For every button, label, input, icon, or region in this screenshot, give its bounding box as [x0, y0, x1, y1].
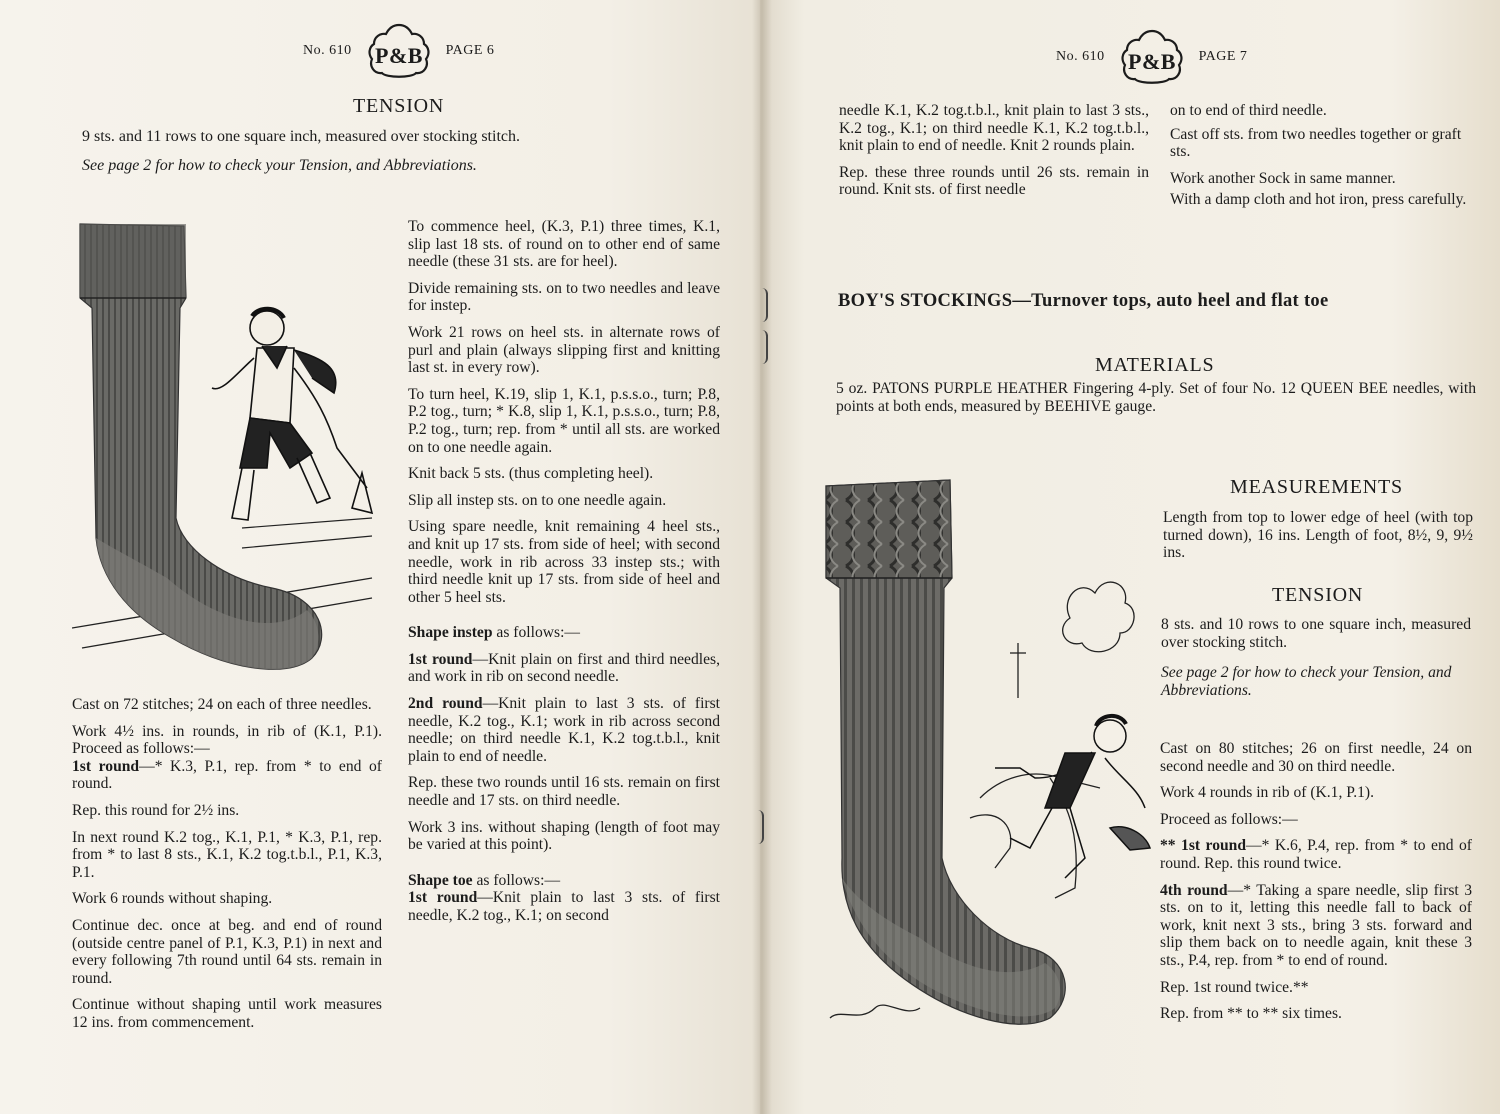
tension-title: TENSION — [353, 95, 445, 117]
shape-toe-text — [408, 872, 720, 890]
work-rounds-text: Work 6 rounds without shaping. — [72, 890, 273, 908]
shape-toe-body: as follows:— — [472, 871, 561, 889]
another-sock-text: Work another Sock in same manner. — [1170, 169, 1396, 187]
first-round-text — [72, 758, 382, 793]
page-number: PAGE 6 — [445, 43, 495, 58]
boys-stockings-heading: BOY'S STOCKINGS—Turnover tops, auto heel and flat toe — [838, 291, 1329, 311]
fourth-round-body: —* Taking a spare needle, slip first 3 sts. on to it, letting this needle fall to back of work, knit next 3 sts., bring 3 sts. forward and slip them back on to needle again, knit these 3 sts., P.4, rep. from * to end of round. — [1160, 881, 1473, 969]
third-needle-text: on to end of third needle. — [1170, 102, 1327, 119]
stocking-illustration — [820, 478, 1160, 1038]
first-round-text — [1160, 837, 1472, 872]
instep-first-round-body: —Knit plain on first and third needles, and work in rib on second needle. — [408, 650, 720, 686]
cast-off-text: Cast off sts. from two needles together or graft sts. — [1170, 125, 1462, 161]
repeat-first-round-text: Rep. 1st round twice.** — [1160, 978, 1309, 996]
measurements-title: MEASUREMENTS — [1230, 476, 1403, 498]
toe-first-round-label: 1st round — [408, 889, 478, 907]
continue-without-text: Continue without shaping until work measures 12 ins. from commencement. — [72, 996, 382, 1031]
fourth-round-text — [1160, 882, 1472, 970]
cast-on-text: Cast on 80 stitches; 26 on first needle, 24 on second needle and 30 on third needle. — [1160, 740, 1472, 775]
first-round-label: 1st round — [72, 757, 140, 775]
instep-first-round-label: 1st round — [408, 650, 473, 668]
left-col2 — [408, 218, 720, 934]
shape-instep-body: as follows:— — [492, 624, 580, 642]
heel-rows-text: Work 21 rows on heel sts. in alternate rows of purl and plain (always slipping first and knitting last st. in every row). — [408, 323, 720, 377]
materials-title: MATERIALS — [1095, 354, 1215, 376]
tension-title: TENSION — [1272, 584, 1364, 606]
right-page — [760, 0, 1500, 1114]
tension-text: 8 sts. and 10 rows to one square inch, measured over stocking stitch. — [1161, 616, 1471, 651]
measurements-text: Length from top to lower edge of heel (with top turned down), 16 ins. Length of foot, 8½, 9, 9½ ins. — [1163, 509, 1473, 562]
tension-line: 9 sts. and 11 rows to one square inch, measured over stocking stitch. — [82, 128, 520, 145]
staple-top-icon — [762, 330, 768, 364]
toe-first-round — [408, 889, 720, 924]
right-col — [1160, 740, 1472, 1032]
repeat-three-rounds-text: Rep. these three rounds until 26 sts. remain in round. Knit sts. of first needle — [839, 163, 1149, 199]
repeat-six-times-text: Rep. from ** to ** six times. — [1160, 1005, 1342, 1023]
shape-instep-text — [408, 624, 720, 642]
first-round-body: —* K.3, P.1, rep. from * to end of round. — [72, 757, 382, 793]
spare-needle-text: Using spare needle, knit remaining 4 heel sts., and knit up 17 sts. from side of heel; with second needle, work in rib across 33 instep sts.; with third needle knit up 17 sts. from side of heel and other 5 heel sts. — [408, 518, 720, 606]
logo-text: P&B — [374, 43, 423, 68]
pb-logo-icon — [1119, 28, 1185, 86]
page-number: PAGE 7 — [1198, 49, 1248, 64]
shape-instep-label: Shape instep — [408, 624, 493, 642]
instep-second-round-body: —Knit plain to last 3 sts. of first needle, K.2 tog., K.1; work in rib across second needle; on third needle K.1, K.2 tog.t.b.l., knit plain to end of needle. — [408, 695, 720, 765]
pattern-number: No. 610 — [303, 43, 352, 58]
proceed-text: Proceed as follows:— — [1160, 810, 1298, 828]
first-round-body: —* K.6, P.4, rep. from * to end of round. Rep. this round twice. — [1160, 837, 1472, 872]
staple-top-icon — [762, 288, 768, 322]
pb-logo-icon — [366, 22, 432, 80]
toe-first-round-body: —Knit plain to last 3 sts. of first needle, K.2 tog., K.1; on second — [408, 889, 721, 924]
cast-on-text: Cast on 72 stitches; 24 on each of three needles. — [72, 696, 372, 713]
fourth-round-label: 4th round — [1160, 881, 1228, 899]
tension-note: See page 2 for how to check your Tension, and Abbreviations. — [82, 157, 477, 174]
next-round-text: In next round K.2 tog., K.1, P.1, * K.3, P.1, rep. from * to last 8 sts., K.1, K.2 tog.t.b.l., P.1, K.3, P.1. — [72, 828, 382, 881]
repeat-round-text: Rep. this round for 2½ ins. — [72, 801, 240, 819]
slip-instep-text: Slip all instep sts. on to one needle again. — [408, 491, 667, 509]
work-3-ins-text: Work 3 ins. without shaping (length of foot may be varied at this point). — [408, 818, 720, 854]
turn-heel-text: To turn heel, K.19, slip 1, K.1, p.s.s.o., turn; P.8, P.2 tog., turn; * K.8, slip 1, K.1, p.s.s.o., turn; P.8, P.2 tog., turn; rep. from * until all sts. are worked on to one needle again. — [408, 385, 720, 456]
knit-back-text: Knit back 5 sts. (thus completing heel). — [408, 465, 654, 483]
left-col1 — [72, 696, 382, 1041]
heel-commence-text: To commence heel, (K.3, P.1) three times, K.1, slip last 18 sts. of round on to other end of same needle (these 31 sts. are for heel). — [408, 218, 720, 271]
shape-toe-label: Shape toe — [408, 871, 473, 889]
right-top-col1 — [839, 102, 1149, 208]
divide-text: Divide remaining sts. on to two needles and leave for instep. — [408, 279, 720, 315]
page-header-left — [303, 22, 494, 80]
sock-illustration — [72, 218, 392, 680]
staple-bottom-icon — [758, 810, 764, 844]
tension-note: See page 2 for how to check your Tension, and Abbreviations. — [1161, 664, 1452, 699]
first-round-label: ** 1st round — [1160, 837, 1247, 855]
rib-rounds-text: Work 4 rounds in rib of (K.1, P.1). — [1160, 784, 1375, 802]
instep-first-round — [408, 651, 720, 686]
instep-second-round-label: 2nd round — [408, 695, 483, 713]
repeat-two-rounds-text: Rep. these two rounds until 16 sts. remain on first needle and 17 sts. on third needle. — [408, 774, 720, 810]
toe-second-needle-text: needle K.1, K.2 tog.t.b.l., knit plain to last 3 sts., K.2 tog., K.1; on third needle K.1, K.2 tog.t.b.l., knit plain to end of needle. Knit 2 rounds plain. — [839, 102, 1149, 155]
pattern-number: No. 610 — [1056, 49, 1105, 64]
page-header-right — [1056, 28, 1247, 86]
book-spine — [752, 0, 772, 1114]
rib-text: Work 4½ ins. in rounds, in rib of (K.1, P.1). Proceed as follows:— — [72, 722, 382, 758]
materials-text: 5 oz. PATONS PURPLE HEATHER Fingering 4-ply. Set of four No. 12 QUEEN BEE needles, with points at both ends, measured by BEEHIVE gauge. — [836, 380, 1476, 415]
logo-text: P&B — [1127, 49, 1176, 74]
press-text: With a damp cloth and hot iron, press carefully. — [1170, 191, 1467, 209]
continue-dec-text: Continue dec. once at beg. and end of round (outside centre panel of P.1, K.3, P.1) in next and every following 7th round until 64 sts. remain in round. — [72, 916, 382, 987]
right-top-col2 — [1170, 102, 1478, 218]
instep-second-round — [408, 695, 720, 765]
